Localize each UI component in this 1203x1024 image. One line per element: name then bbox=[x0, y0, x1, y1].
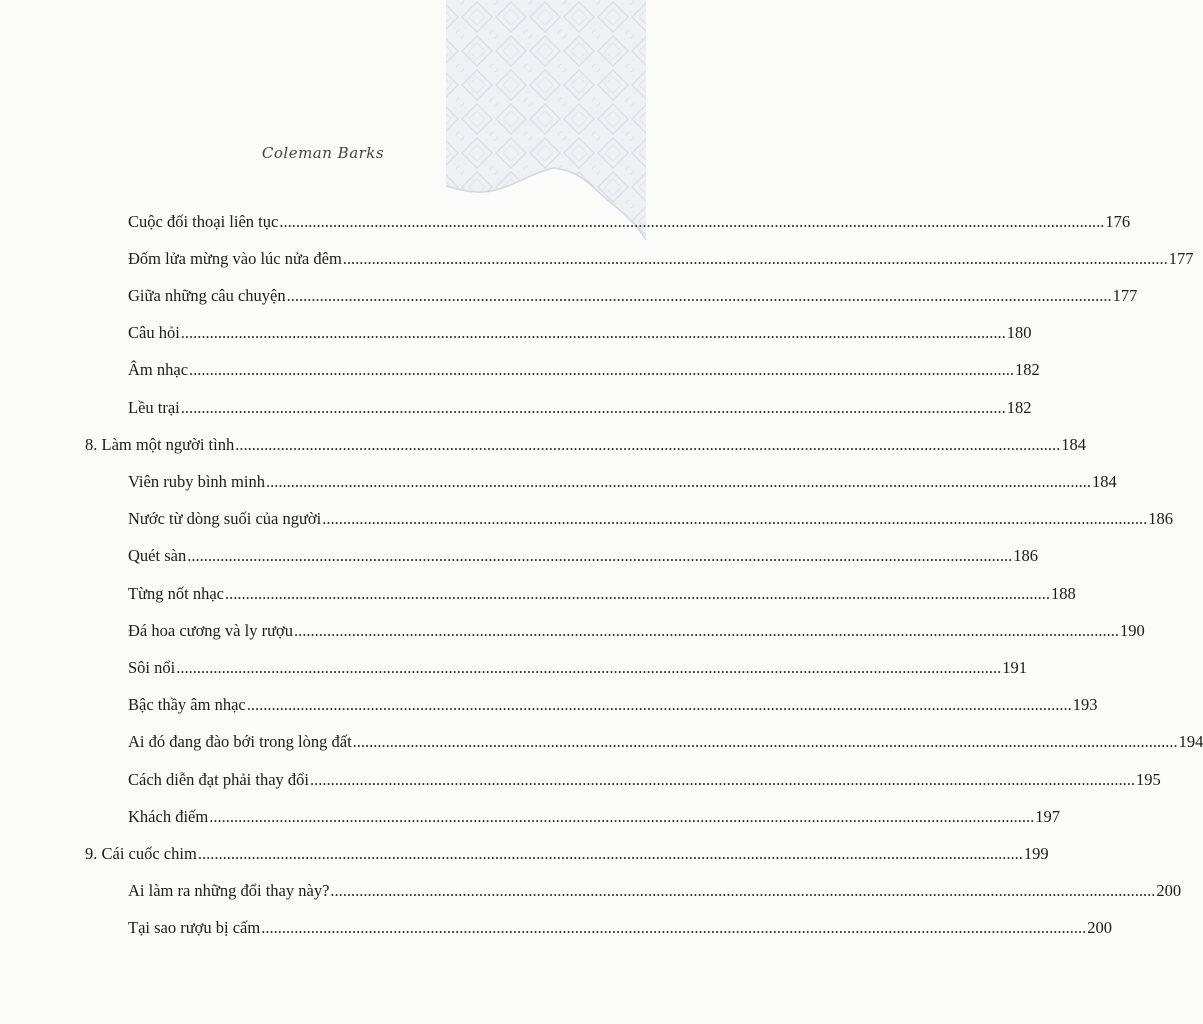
toc-entry-page-number: 197 bbox=[1035, 806, 1060, 826]
toc-entry bbox=[128, 798, 1060, 835]
dot-leader: ........................................................................................................................................................................................................ bbox=[180, 397, 1006, 417]
toc-entry bbox=[128, 315, 1032, 352]
toc-entry bbox=[128, 649, 1027, 686]
dot-leader: ........................................................................................................................................................................................................ bbox=[235, 434, 1061, 454]
toc-entry bbox=[128, 910, 1112, 947]
toc-entry-page-number: 177 bbox=[1112, 285, 1138, 305]
toc-entry-page-number: 191 bbox=[1002, 657, 1027, 677]
toc-entry-title: Bậc thầy âm nhạc bbox=[128, 695, 246, 715]
toc-entry-title: Giữa những câu chuyện bbox=[128, 285, 286, 305]
toc-entry bbox=[128, 687, 1098, 724]
dot-leader: ........................................................................................................................................................................................................ bbox=[265, 471, 1091, 491]
toc-entry bbox=[128, 501, 1173, 538]
toc-entry bbox=[128, 575, 1076, 612]
toc-entry-title: Ai đó đang đào bới trong lòng đất bbox=[128, 732, 352, 752]
dot-leader: ........................................................................................................................................................................................................ bbox=[187, 546, 1013, 566]
dot-leader: ........................................................................................................................................................................................................ bbox=[330, 881, 1156, 901]
dot-leader: ........................................................................................................................................................................................................ bbox=[189, 360, 1015, 380]
dot-leader: ........................................................................................................................................................................................................ bbox=[180, 323, 1006, 343]
toc-entry-title: Âm nhạc bbox=[128, 360, 189, 380]
toc-entry bbox=[128, 761, 1161, 798]
toc-entry-title: Cuộc đối thoại liên tục bbox=[128, 211, 279, 231]
toc-entry-page-number: 182 bbox=[1006, 397, 1032, 417]
toc-entry-page-number: 195 bbox=[1136, 769, 1161, 789]
author-signature: Coleman Barks bbox=[261, 144, 385, 162]
dot-leader: ........................................................................................................................................................................................................ bbox=[225, 583, 1051, 603]
toc-chapter-entry bbox=[85, 835, 1049, 872]
toc-entry bbox=[128, 724, 1203, 761]
toc-entry-page-number: 184 bbox=[1061, 434, 1086, 454]
toc-entry-page-number: 194 bbox=[1178, 732, 1203, 752]
dot-leader: ........................................................................................................................................................................................................ bbox=[322, 509, 1148, 529]
toc-entry-page-number: 186 bbox=[1148, 509, 1173, 529]
dot-leader: ........................................................................................................................................................................................................ bbox=[197, 843, 1023, 863]
toc-entry-page-number: 190 bbox=[1120, 620, 1145, 640]
toc-entry-title: Tại sao rượu bị cấm bbox=[128, 918, 261, 938]
toc-entry-page-number: 182 bbox=[1015, 360, 1040, 380]
dot-leader: ........................................................................................................................................................................................................ bbox=[246, 695, 1072, 715]
toc-entry-title: Lều trại bbox=[128, 397, 180, 417]
toc-entry bbox=[128, 538, 1038, 575]
dot-leader: ........................................................................................................................................................................................................ bbox=[294, 620, 1119, 640]
toc-entry-title: Quét sàn bbox=[128, 546, 187, 566]
toc-entry-title: Sôi nổi bbox=[128, 657, 176, 677]
toc-entry-title: 8. Làm một người tình bbox=[85, 434, 235, 454]
dot-leader: ........................................................................................................................................................................................................ bbox=[352, 732, 1178, 752]
dot-leader: ........................................................................................................................................................................................................ bbox=[342, 248, 1168, 268]
toc-entry-page-number: 180 bbox=[1006, 323, 1032, 343]
toc-entry bbox=[128, 277, 1138, 314]
toc-entry bbox=[128, 352, 1040, 389]
toc-entry bbox=[128, 873, 1182, 910]
toc-entry bbox=[128, 612, 1145, 649]
toc-entry bbox=[128, 463, 1117, 500]
toc-entry-page-number: 176 bbox=[1105, 211, 1131, 231]
dot-leader: ........................................................................................................................................................................................................ bbox=[310, 769, 1135, 789]
toc-entry-page-number: 199 bbox=[1023, 843, 1049, 863]
toc-entry-title: Khách điếm bbox=[128, 806, 209, 826]
toc-entry-title: Câu hỏi bbox=[128, 323, 180, 343]
toc-entry-title: Viên ruby bình minh bbox=[128, 471, 265, 491]
toc-entry-page-number: 193 bbox=[1072, 695, 1098, 715]
toc-entry-title: Từng nốt nhạc bbox=[128, 583, 225, 603]
toc-entry-title: Đốm lửa mừng vào lúc nửa đêm bbox=[128, 248, 342, 268]
toc-entry-title: Đá hoa cương và ly rượu bbox=[128, 620, 293, 640]
dot-leader: ........................................................................................................................................................................................................ bbox=[209, 806, 1035, 826]
toc-entry bbox=[128, 389, 1032, 426]
dot-leader: ........................................................................................................................................................................................................ bbox=[176, 657, 1002, 677]
toc-entry-page-number: 186 bbox=[1013, 546, 1038, 566]
dot-leader: ........................................................................................................................................................................................................ bbox=[261, 918, 1087, 938]
toc-entry-page-number: 200 bbox=[1156, 881, 1182, 901]
dot-leader: ........................................................................................................................................................................................................ bbox=[286, 285, 1112, 305]
toc-entry-title: Ai làm ra những đổi thay này? bbox=[128, 881, 330, 901]
toc-entry bbox=[128, 240, 1194, 277]
toc-entry-page-number: 184 bbox=[1091, 471, 1117, 491]
dot-leader: ........................................................................................................................................................................................................ bbox=[279, 211, 1105, 231]
toc-entry-page-number: 200 bbox=[1087, 918, 1112, 938]
toc-entry-page-number: 188 bbox=[1051, 583, 1076, 603]
toc-chapter-entry bbox=[85, 426, 1086, 463]
toc-entry-title: Cách diễn đạt phải thay đổi bbox=[128, 769, 309, 789]
toc-entry-page-number: 177 bbox=[1168, 248, 1194, 268]
toc-entry-title: 9. Cái cuốc chim bbox=[85, 843, 197, 863]
toc-entry-title: Nước từ dòng suối của người bbox=[128, 509, 322, 529]
toc-entry bbox=[128, 203, 1131, 240]
